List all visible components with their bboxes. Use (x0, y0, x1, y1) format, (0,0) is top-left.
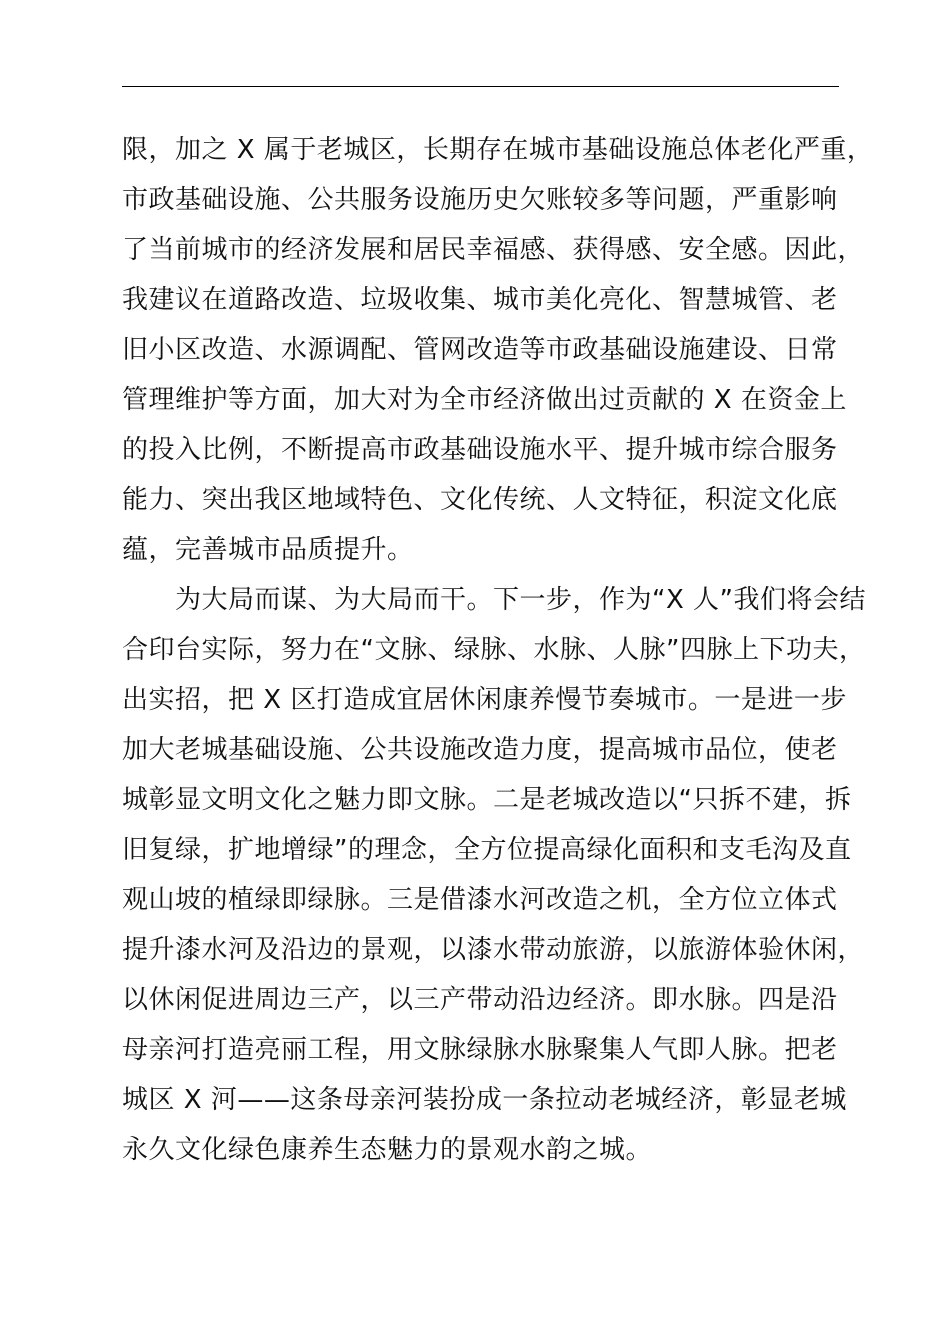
text-line: 母亲河打造亮丽工程，用文脉绿脉水脉聚集人气即人脉。把老 (122, 1035, 838, 1065)
text-line: 加大老城基础设施、公共设施改造力度，提高城市品位，使老 (122, 735, 838, 765)
text-line: 观山坡的植绿即绿脉。三是借漆水河改造之机，全方位立体式 (122, 885, 838, 915)
text-line: 管理维护等方面，加大对为全市经济做出过贡献的 X 在资金上 (122, 385, 847, 415)
text-line: 出实招，把 X 区打造成宜居休闲康养慢节奏城市。一是进一步 (122, 685, 847, 715)
text-line: 蕴，完善城市品质提升。 (122, 535, 414, 565)
text-line: 我建议在道路改造、垃圾收集、城市美化亮化、智慧城管、老 (122, 285, 838, 315)
body-text (122, 125, 874, 1175)
text-line: 旧小区改造、水源调配、管网改造等市政基础设施建设、日常 (122, 335, 838, 365)
text-line: 旧复绿，扩地增绿”的理念，全方位提高绿化面积和支毛沟及直 (122, 835, 852, 865)
text-line: 的投入比例，不断提高市政基础设施水平、提升城市综合服务 (122, 435, 838, 465)
text-line: 提升漆水河及沿边的景观，以漆水带动旅游，以旅游体验休闲， (122, 935, 865, 965)
text-line: 城彰显文明文化之魅力即文脉。二是老城改造以“只拆不建，拆 (122, 785, 852, 815)
text-line: 市政基础设施、公共服务设施历史欠账较多等问题，严重影响 (122, 185, 838, 215)
text-line: 限，加之 X 属于老城区，长期存在城市基础设施总体老化严重， (122, 135, 874, 165)
text-line: 合印台实际，努力在“文脉、绿脉、水脉、人脉”四脉上下功夫， (122, 635, 866, 665)
text-line: 永久文化绿色康养生态魅力的景观水韵之城。 (122, 1135, 653, 1165)
text-line: 为大局而谋、为大局而干。下一步，作为“X 人”我们将会结 (122, 585, 867, 615)
text-line: 城区 X 河——这条母亲河装扮成一条拉动老城经济，彰显老城 (122, 1085, 847, 1115)
text-line: 了当前城市的经济发展和居民幸福感、获得感、安全感。因此， (122, 235, 865, 265)
text-line: 以休闲促进周边三产，以三产带动沿边经济。即水脉。四是沿 (122, 985, 838, 1015)
text-line: 能力、突出我区地域特色、文化传统、人文特征，积淀文化底 (122, 485, 838, 515)
header-rule (122, 86, 839, 87)
